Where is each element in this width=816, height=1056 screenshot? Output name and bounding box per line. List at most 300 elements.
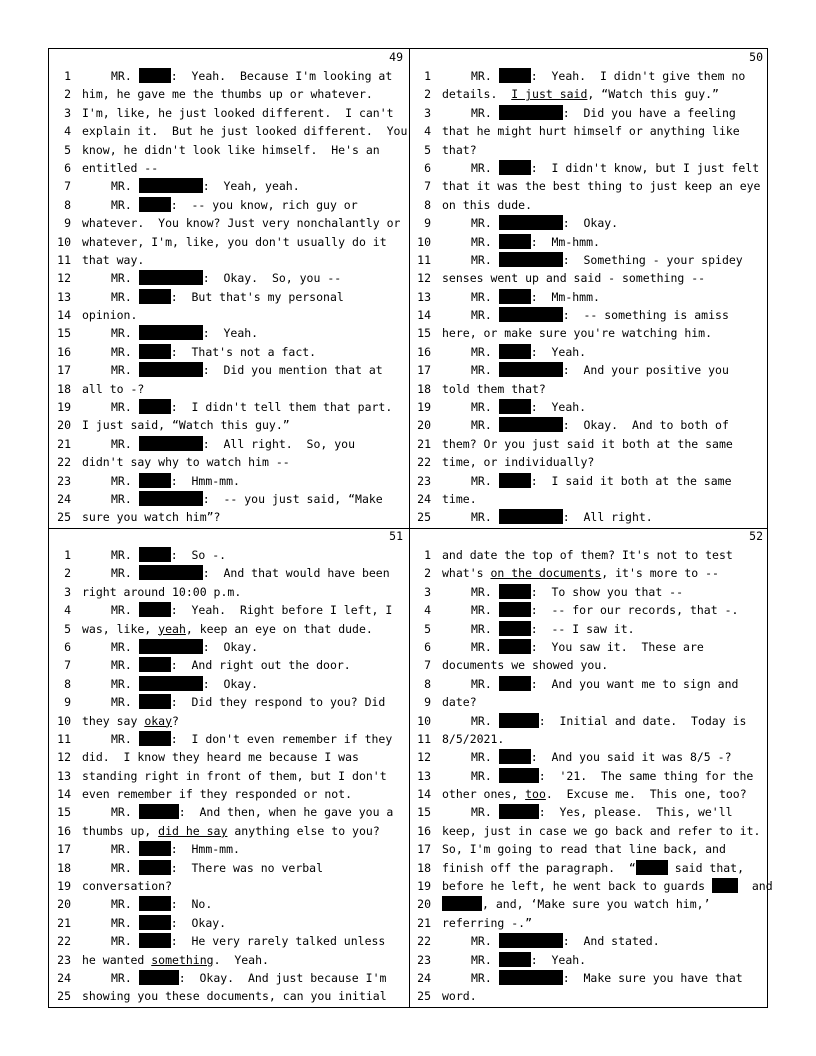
text-segment: : Okay. And to both of: [562, 418, 729, 433]
line-number: 7: [424, 658, 431, 673]
text-segment: all to -?: [82, 381, 145, 396]
line-text: [82, 416, 405, 434]
transcript-line: [409, 859, 769, 877]
horizontal-divider: [49, 528, 767, 529]
line-number: 23: [57, 473, 71, 488]
text-segment: MR.: [111, 695, 139, 710]
transcript-line: [49, 546, 409, 564]
text-segment: time.: [442, 491, 477, 506]
text-segment: MR.: [111, 326, 139, 341]
redaction-block: [139, 362, 203, 377]
text-segment: MR.: [471, 363, 499, 378]
text-segment: : To show you that --: [530, 584, 684, 599]
redaction-block: [499, 602, 531, 617]
text-segment: on the documents: [490, 566, 602, 581]
line-text: [111, 288, 405, 306]
text-segment: : Okay.: [562, 216, 619, 231]
line-number: 12: [57, 750, 71, 765]
text-segment: . Yeah.: [213, 952, 269, 967]
text-segment: : Okay.: [202, 676, 259, 691]
line-text: [111, 859, 405, 877]
line-number: 14: [57, 308, 71, 323]
text-segment: : Yeah. I didn't give them no: [530, 69, 746, 83]
line-number: 10: [57, 713, 71, 728]
text-segment: I just said, “Watch this guy.”: [82, 418, 290, 433]
line-number: 25: [57, 510, 71, 525]
line-text: [111, 324, 405, 342]
line-number: 8: [424, 676, 431, 691]
transcript-line: [49, 638, 409, 656]
transcript-line: [409, 932, 769, 950]
transcript-line: [49, 269, 409, 287]
line-text: [82, 877, 405, 895]
text-segment: word.: [442, 989, 477, 1004]
line-text: [82, 712, 405, 730]
text-segment: MR.: [111, 676, 139, 691]
line-text: [82, 306, 405, 324]
redaction-block: [636, 860, 668, 875]
line-text: [471, 306, 765, 324]
text-segment: did he say: [158, 823, 228, 838]
line-number: 25: [417, 989, 431, 1004]
transcript-line: [49, 196, 409, 214]
line-number: 18: [57, 860, 71, 875]
text-segment: MR.: [471, 603, 499, 618]
redaction-block: [139, 325, 203, 340]
line-text: [111, 269, 405, 287]
line-text: [471, 398, 765, 416]
transcript-line: [49, 877, 409, 895]
text-segment: : I didn't tell them that part.: [170, 400, 393, 415]
line-number: 3: [64, 105, 71, 120]
line-number: 20: [417, 897, 431, 912]
line-text: [471, 233, 765, 251]
line-text: [82, 767, 405, 785]
text-segment: MR.: [111, 344, 139, 359]
text-segment: : Okay. And just because I'm: [178, 970, 387, 985]
line-number: 9: [424, 695, 431, 710]
line-text: [442, 380, 765, 398]
transcript-line: [409, 306, 769, 324]
redaction-block: [139, 639, 203, 654]
text-segment: other ones,: [442, 787, 526, 802]
text-segment: MR.: [111, 731, 139, 746]
text-segment: MR.: [111, 842, 139, 857]
text-segment: : Hmm-mm.: [170, 842, 240, 857]
line-number: 13: [417, 289, 431, 304]
text-segment: on this dude.: [442, 197, 533, 212]
transcript-line: [49, 803, 409, 821]
transcript-line: [409, 748, 769, 766]
line-text: [111, 895, 405, 913]
line-text: [442, 453, 765, 471]
line-text: [111, 398, 405, 416]
text-segment: : Mm-hmm.: [530, 289, 600, 304]
transcript-line: [409, 601, 769, 619]
line-number: 14: [57, 787, 71, 802]
transcript-line: [409, 177, 769, 195]
transcript-line: [49, 104, 409, 122]
line-text: [82, 951, 405, 969]
transcript-line: [49, 987, 409, 1005]
line-number: 8: [64, 197, 71, 212]
line-text: [442, 324, 765, 342]
line-number: 22: [417, 455, 431, 470]
line-number: 22: [417, 934, 431, 949]
text-segment: : -- for our records, that -.: [530, 603, 739, 618]
redaction-block: [139, 970, 179, 985]
line-text: [471, 675, 765, 693]
line-text: [111, 730, 405, 748]
line-number: 24: [417, 491, 431, 506]
text-segment: : There was no verbal: [170, 860, 324, 875]
line-number: 10: [417, 234, 431, 249]
redaction-block: [139, 473, 171, 488]
text-segment: : Yeah.: [530, 344, 587, 359]
line-text: [471, 803, 765, 821]
line-text: [82, 583, 405, 601]
text-segment: I'm, like, he just looked different. I can't: [82, 105, 394, 120]
redaction-block: [499, 970, 563, 985]
text-segment: sure you watch him”?: [82, 510, 221, 525]
line-number: 24: [57, 970, 71, 985]
text-segment: : Did you mention that at: [202, 363, 383, 378]
transcript-line: [49, 859, 409, 877]
redaction-block: [712, 878, 738, 893]
line-number: 1: [424, 69, 431, 83]
redaction-block: [139, 565, 203, 580]
text-segment: : Yes, please. This, we'll: [538, 805, 733, 820]
redaction-block: [499, 509, 563, 524]
text-segment: that way.: [82, 252, 145, 267]
transcript-lines: [409, 67, 769, 527]
line-text: [471, 251, 765, 269]
text-segment: : Initial and date. Today is: [538, 713, 747, 728]
transcript-page: [49, 49, 409, 529]
text-segment: explain it. But he just looked different. You: [82, 124, 408, 139]
text-segment: right around 10:00 p.m.: [82, 584, 242, 599]
text-segment: did. I know they heard me because I was: [82, 750, 359, 765]
line-number: 5: [424, 621, 431, 636]
transcript-line: [49, 159, 409, 177]
transcript-line: [409, 380, 769, 398]
redaction-block: [139, 841, 171, 856]
line-number: 4: [424, 603, 431, 618]
transcript-line: [49, 914, 409, 932]
transcript-line: [409, 196, 769, 214]
text-segment: . Excuse me. This one, too?: [545, 787, 747, 802]
line-number: 6: [424, 639, 431, 654]
transcript-line: [49, 564, 409, 582]
text-segment: keep, just in case we go back and refer to it.: [442, 823, 761, 838]
line-number: 10: [57, 234, 71, 249]
transcript-line: [409, 767, 769, 785]
transcript-line: [409, 895, 769, 913]
text-segment: MR.: [111, 548, 139, 562]
text-segment: MR.: [471, 308, 499, 323]
redaction-block: [139, 344, 171, 359]
line-number: 12: [57, 271, 71, 286]
line-number: 1: [64, 548, 71, 562]
line-number: 19: [417, 400, 431, 415]
transcript-line: [49, 214, 409, 232]
line-number: 18: [57, 381, 71, 396]
line-number: 21: [417, 436, 431, 451]
line-number: 2: [64, 87, 71, 102]
redaction-block: [499, 952, 531, 967]
line-text: [471, 951, 765, 969]
text-segment: So, I'm going to read that line back, and: [442, 842, 726, 857]
text-segment: MR.: [471, 750, 499, 765]
transcript-line: [49, 343, 409, 361]
text-segment: MR.: [471, 160, 499, 175]
line-text: [82, 987, 405, 1005]
transcript-line: [409, 453, 769, 471]
line-text: [442, 435, 765, 453]
text-segment: : And stated.: [562, 934, 660, 949]
line-text: [442, 987, 765, 1005]
text-segment: MR.: [111, 934, 139, 949]
text-segment: MR.: [111, 69, 139, 83]
text-segment: : So -.: [170, 548, 227, 562]
transcript-line: [409, 693, 769, 711]
redaction-block: [139, 860, 171, 875]
redaction-block: [139, 804, 179, 819]
redaction-block: [499, 160, 531, 175]
text-segment: : I said it both at the same: [530, 473, 732, 488]
transcript-page: [409, 528, 773, 1008]
text-segment: told them that?: [442, 381, 546, 396]
text-segment: whatever. You know? Just very nonchalantly or: [82, 216, 401, 231]
text-segment: MR.: [471, 584, 499, 599]
line-text: [82, 380, 405, 398]
transcript-line: [409, 361, 769, 379]
text-segment: : That's not a fact.: [170, 344, 317, 359]
transcript-line: [49, 177, 409, 195]
redaction-block: [499, 621, 531, 636]
text-segment: entitled --: [82, 160, 159, 175]
line-text: [82, 785, 405, 803]
line-number: 11: [57, 252, 71, 267]
redaction-block: [139, 436, 203, 451]
text-segment: know, he didn't look like himself. He's an: [82, 142, 380, 157]
text-segment: MR.: [471, 676, 499, 691]
line-text: [111, 693, 405, 711]
transcript-line: [409, 269, 769, 287]
text-segment: MR.: [471, 473, 499, 488]
text-segment: conversation?: [82, 879, 173, 894]
line-number: 24: [57, 491, 71, 506]
line-text: [471, 712, 765, 730]
text-segment: : Did they respond to you? Did: [170, 695, 386, 710]
redaction-block: [139, 491, 203, 506]
line-text: [471, 767, 765, 785]
transcript-line: [409, 398, 769, 416]
text-segment: that?: [442, 142, 477, 157]
line-text: [111, 656, 405, 674]
text-segment: : Something - your spidey: [562, 252, 743, 267]
transcript-line: [409, 472, 769, 490]
transcript-line: [49, 785, 409, 803]
transcript-line: [409, 969, 769, 987]
line-text: [111, 177, 405, 195]
redaction-block: [499, 768, 539, 783]
line-number: 8: [424, 197, 431, 212]
redaction-block: [139, 197, 171, 212]
text-segment: he wanted: [82, 952, 152, 967]
redaction-block: [139, 731, 171, 746]
line-number: 4: [424, 124, 431, 139]
line-number: 6: [64, 639, 71, 654]
redaction-block: [499, 252, 563, 267]
text-segment: MR.: [471, 69, 499, 83]
line-number: 15: [57, 805, 71, 820]
line-text: [442, 490, 765, 508]
text-segment: MR.: [111, 658, 139, 673]
transcript-line: [409, 785, 769, 803]
line-text: [471, 214, 765, 232]
redaction-block: [139, 270, 203, 285]
redaction-block: [499, 933, 563, 948]
transcript-line: [49, 712, 409, 730]
text-segment: 8/5/2021.: [442, 731, 505, 746]
text-segment: MR.: [471, 970, 499, 985]
line-text: [111, 435, 405, 453]
line-text: [471, 748, 765, 766]
text-segment: : All right. So, you: [202, 436, 356, 451]
text-segment: MR.: [111, 400, 139, 415]
redaction-block: [499, 68, 531, 83]
line-text: [471, 104, 765, 122]
line-text: [111, 914, 405, 932]
line-number: 23: [57, 952, 71, 967]
text-segment: I just said: [511, 87, 588, 102]
line-text: [111, 932, 405, 950]
text-segment: MR.: [111, 915, 139, 930]
transcript-line: [49, 233, 409, 251]
line-text: [471, 620, 765, 638]
line-number: 21: [417, 915, 431, 930]
text-segment: MR.: [111, 197, 139, 212]
text-segment: MR.: [111, 289, 139, 304]
transcript-line: [409, 987, 769, 1005]
redaction-block: [139, 289, 171, 304]
redaction-block: [499, 676, 531, 691]
line-text: [442, 785, 765, 803]
line-number: 22: [57, 455, 71, 470]
transcript-line: [49, 306, 409, 324]
text-segment: : '21. The same thing for the: [538, 768, 754, 783]
line-number: 14: [417, 787, 431, 802]
text-segment: MR.: [471, 934, 499, 949]
redaction-block: [139, 896, 171, 911]
text-segment: MR.: [111, 271, 139, 286]
text-segment: didn't say why to watch him --: [82, 455, 290, 470]
line-text: [82, 104, 405, 122]
line-text: [442, 656, 765, 674]
redaction-block: [139, 399, 171, 414]
line-text: [442, 877, 773, 895]
transcript-line: [409, 85, 769, 103]
text-segment: referring -.”: [442, 915, 533, 930]
text-segment: documents we showed you.: [442, 658, 609, 673]
transcript-line: [409, 620, 769, 638]
line-number: 6: [424, 160, 431, 175]
line-number: 15: [417, 326, 431, 341]
transcript-lines: [49, 67, 409, 527]
transcript-line: [409, 141, 769, 159]
text-segment: MR.: [111, 603, 139, 618]
text-segment: that it was the best thing to just keep an eye: [442, 179, 761, 194]
line-number: 5: [424, 142, 431, 157]
transcript-line: [409, 490, 769, 508]
transcript-page: [409, 49, 769, 529]
text-segment: : Yeah, yeah.: [202, 179, 300, 194]
text-segment: date?: [442, 695, 477, 710]
line-number: 2: [424, 566, 431, 581]
line-text: [442, 269, 765, 287]
text-segment: thumbs up,: [82, 823, 159, 838]
line-text: [111, 546, 405, 564]
text-segment: : And you said it was 8/5 -?: [530, 750, 732, 765]
redaction-block: [139, 694, 171, 709]
line-text: [82, 822, 405, 840]
text-segment: MR.: [471, 768, 499, 783]
text-segment: MR.: [471, 639, 499, 654]
transcript-line: [409, 951, 769, 969]
transcript-line: [409, 803, 769, 821]
text-segment: MR.: [111, 639, 139, 654]
transcript-line: [409, 656, 769, 674]
line-number: 19: [57, 879, 71, 894]
transcript-line: [409, 546, 769, 564]
text-segment: : And then, when he gave you a: [178, 805, 394, 820]
transcript-line: [49, 969, 409, 987]
redaction-block: [139, 933, 171, 948]
text-segment: : All right.: [562, 510, 653, 525]
line-number: 24: [417, 970, 431, 985]
line-number: 7: [424, 179, 431, 194]
line-text: [442, 859, 765, 877]
text-segment: MR.: [471, 805, 499, 820]
line-text: [442, 196, 765, 214]
transcript-line: [409, 104, 769, 122]
line-text: [111, 840, 405, 858]
text-segment: : -- I saw it.: [530, 621, 635, 636]
text-segment: : And right out the door.: [170, 658, 351, 673]
text-segment: , “Watch this guy.”: [587, 87, 719, 102]
text-segment: : Yeah. Because I'm looking at: [170, 69, 393, 83]
transcript-line: [49, 932, 409, 950]
transcript-line: [409, 914, 769, 932]
text-segment: showing you these documents, can you initial: [82, 989, 387, 1004]
text-segment: here, or make sure you're watching him.: [442, 326, 713, 341]
line-text: [442, 564, 765, 582]
line-text: [471, 932, 765, 950]
redaction-block: [499, 713, 539, 728]
transcript-line: [49, 490, 409, 508]
line-number: 18: [417, 860, 431, 875]
line-number: 8: [64, 676, 71, 691]
line-text: [471, 583, 765, 601]
line-text: [442, 895, 765, 913]
line-text: [82, 85, 405, 103]
line-number: 20: [417, 418, 431, 433]
line-text: [82, 141, 405, 159]
transcript-line: [49, 141, 409, 159]
transcript-line: [409, 564, 769, 582]
line-number: 17: [57, 842, 71, 857]
